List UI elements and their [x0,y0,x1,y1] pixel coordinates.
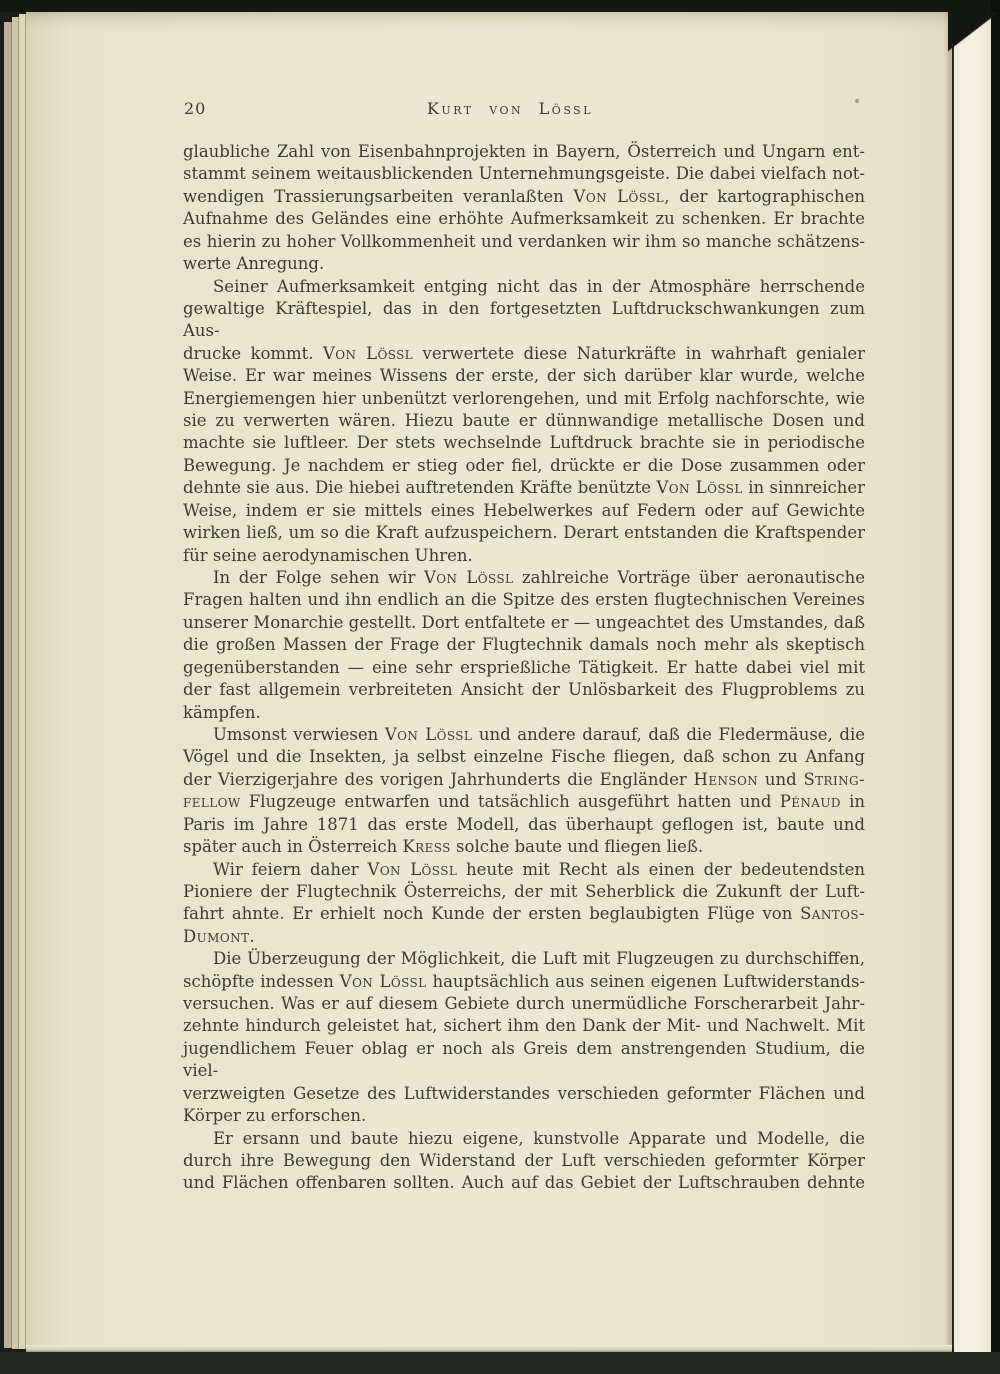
text-line: Wir feiern daher Von Lössl heute mit Recht als einen der bedeutendsten [213,859,866,879]
text-line: Paris im Jahre 1871 das erste Modell, das überhaupt geflogen ist, baute und [183,814,865,834]
text-line: Energiemengen hier unbenützt verlorengehen, und mit Erfolg nachforschte, wie [183,388,865,408]
text-line: der Vierzigerjahre des vorigen Jahrhunderts die Engländer Henson und String- [183,769,865,789]
running-header: Kurt von Lössl [426,99,594,118]
text-line: Seiner Aufmerksamkeit entging nicht das in der Atmosphäre herrschende [213,276,865,296]
text-line: der fast allgemein verbreiteten Ansicht der Unlösbarkeit des Flugproblems zu [183,680,865,700]
text-line: zehnte hindurch geleistet hat, sichert ihm den Dank der Mit- und Nachwelt. Mit [183,1016,865,1036]
text-line: In der Folge sehen wir Von Lössl zahlreiche Vorträge über aeronautische [213,568,865,588]
text-line: Vögel und die Insekten, ja selbst einzelne Fische fliegen, daß schon zu Anfang [183,747,865,767]
page-number: 20 [184,99,207,118]
text-line: kämpfen. [183,702,261,722]
text-line: Pioniere der Flugtechnik Österreichs, der mit Seherblick die Zukunft der Luft- [183,881,865,901]
scan-right-border [991,0,1000,1374]
text-line: Fragen halten und ihn endlich an die Spitze des ersten flugtechnischen Vereines [183,590,865,610]
text-line: schöpfte indessen Von Lössl hauptsächlich aus seinen eigenen Luftwiderstands- [183,971,865,991]
text-line: gegenüberstanden — eine sehr ersprießliche Tätigkeit. Er hatte dabei viel mit [183,657,865,677]
text-line: die großen Massen der Frage der Flugtechnik damals noch mehr als skeptisch [183,635,865,655]
text-line: stammt seinem weitausblickenden Unternehmungsgeiste. Die dabei vielfach not- [183,164,865,184]
text-line: gewaltige Kräftespiel, das in den fortgesetzten Luftdruckschwankungen zum Aus- [183,298,865,341]
text-line: fellow Flugzeuge entwarfen und tatsächlich ausgeführt hatten und Pénaud in [183,792,865,812]
text-line: Dumont. [183,926,255,946]
text-line: für seine aerodynamischen Uhren. [183,545,473,565]
text-line: fahrt ahnte. Er erhielt noch Kunde der ersten beglaubigten Flüge von Santos- [183,904,865,924]
text-block [183,141,865,1195]
text-line: sie zu verwerten wären. Hiezu baute er dünnwandige metallische Dosen und [183,411,865,431]
text-line: später auch in Österreich Kress solche baute und fliegen ließ. [183,837,704,857]
text-line: Aufnahme des Geländes eine erhöhte Aufmerksamkeit zu schenken. Er brachte [183,209,865,229]
text-line: wendigen Trassierungsarbeiten veranlaßten Von Lössl, der kartographischen [183,186,866,206]
text-line: unserer Monarchie gestellt. Dort entfaltete er — ungeachtet des Umstandes, daß [183,612,865,632]
text-line: durch ihre Bewegung den Widerstand der Luft verschieden geformter Körper [183,1150,865,1170]
text-line: werte Anregung. [183,254,325,274]
text-line: versuchen. Was er auf diesem Gebiete durch unermüdliche Forscherarbeit Jahr- [183,994,865,1014]
text-line: wirken ließ, um so die Kraft aufzuspeichern. Derart entstanden die Kraftspender [183,523,865,543]
text-line: und Flächen offenbaren sollten. Auch auf das Gebiet der Luftschrauben dehnte [183,1173,865,1193]
text-line: Weise, indem er sie mittels eines Hebelwerkes auf Federn oder auf Gewichte [183,500,865,520]
text-line: Körper zu erforschen. [183,1106,367,1126]
text-line: Bewegung. Je nachdem er stieg oder fiel, drückte er die Dose zusammen oder [183,455,865,475]
page-corner-shadow [948,12,1000,52]
text-line: Die Überzeugung der Möglichkeit, die Luft mit Flugzeugen zu durchschiffen, [213,949,865,969]
text-line: machte sie luftleer. Der stets wechselnde Luftdruck brachte sie in periodische [183,433,865,453]
text-line: dehnte sie aus. Die hiebei auftretenden Kräfte benützte Von Lössl in sinnreicher [183,478,865,498]
scan-speck [855,99,859,103]
text-line: verzweigten Gesetze des Luftwiderstandes verschieden geformter Flächen und [183,1083,865,1103]
text-line: drucke kommt. Von Lössl verwertete diese Naturkräfte in wahrhaft genialer [183,343,866,363]
text-line: es hierin zu hoher Vollkommenheit und verdanken wir ihm so manche schätzens- [183,231,865,251]
text-line: Er ersann und baute hiezu eigene, kunstvolle Apparate und Modelle, die [213,1128,865,1148]
text-line: Umsonst verwiesen Von Lössl und andere darauf, daß die Fledermäuse, die [213,724,865,744]
scan-top-border [0,0,1000,12]
page-edge-strip [4,22,12,1348]
text-line: Weise. Er war meines Wissens der erste, der sich darüber klar wurde, welche [183,366,865,386]
adjacent-page-edge [954,12,991,1353]
text-line: jugendlichem Feuer oblag er noch als Greis dem anstrengenden Studium, die viel- [183,1038,865,1081]
page-bottom-edge [26,1345,952,1352]
page-edge-strip [19,14,26,1349]
text-line: glaubliche Zahl von Eisenbahnprojekten in Bayern, Österreich und Ungarn ent- [183,142,865,161]
scan-bottom-border [0,1352,1000,1374]
page-crease [944,12,954,1348]
page-edge-strip [12,17,19,1349]
